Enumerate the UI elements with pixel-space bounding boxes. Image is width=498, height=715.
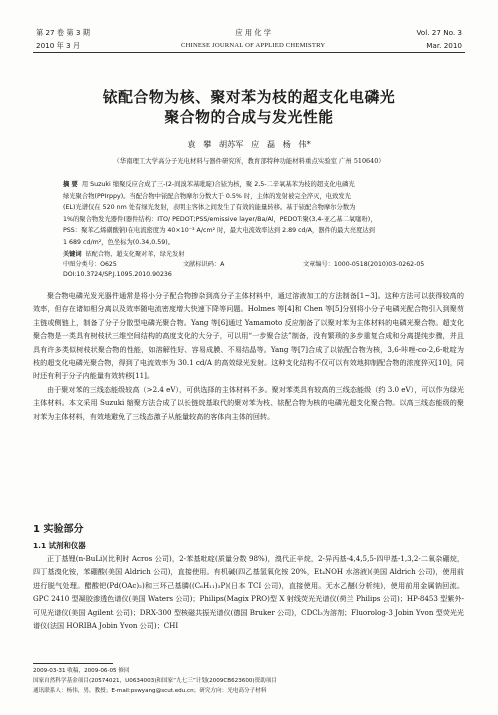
volume-issue: 第 27 卷 第 3 期 <box>36 28 90 37</box>
experimental-text <box>33 552 464 632</box>
abstract-line: 1 689 cd/m²，色坐标为(0.34,0.59)。 <box>63 238 175 246</box>
abstract-label: 摘 要 <box>63 181 78 188</box>
volume-issue-en: Vol. 27 No. 3 <box>416 28 462 37</box>
correspondence-note: 通讯联系人：杨伟，男，教授；E-mail:pswyang@scut.edu.cn；研究方向：光电高分子材料 <box>33 688 267 694</box>
journal-header-row2 <box>36 41 462 50</box>
subsection-heading-reagents: 1.1 试剂和仪器 <box>33 541 86 550</box>
header-divider <box>33 52 465 53</box>
issue-date: 2010 年 3 月 <box>36 41 81 50</box>
paper-title-line2: 聚合物的合成与发光性能 <box>164 109 334 126</box>
received-date: 2009-03-31 收稿，2009-06-05 修回 <box>33 668 130 674</box>
section-heading-experimental: 1 实验部分 <box>33 524 84 535</box>
reagents-paragraph: 正丁基锂(n-BuLi)(比利时 Acros 公司)，2-苯基吡啶(质量分数 98%)，溴代正辛烷，2-异丙基-4,4,5,5-四甲基-1,3,2-二氧杂硼烷，四丁基溴化铵，苯硼酸(美国 Aldrich 公司)，直接使用。有机碱(四乙基氢氧化铵 20%，Et₄NOH 水溶液)(美国 Aldrich 公司)，使用前进行脱气处理。醋酸钯(Pd(OAc)₂)和三环己基膦((C₆H₁₁)₃P)(日本 TCI 公司)，直接使用。无水乙醚(分析纯)，使用前用金属钠回流。GPC 2410 型凝胶渗透色谱仪(美国 Waters 公司)；Philips(Magix PRO)型 X 射线荧光光谱仪(荷兰 Philips 公司)；HP-8453 型紫外-可见光谱仪(美国 Agilent 公司)；DRX-300 型核磁共振光谱仪(德国 Bruker 公司)，CDCl₃为溶剂；Fluorolog-3 Jobin Yvon 型荧光光谱仪(法国 HORIBA Jobin Yvon 公司)；CHI <box>33 554 465 631</box>
abstract-line: 1%的聚合物发光器件(器件结构：ITO/ PEDOT;PSS/emissive layer/Ba/Al，PEDOT:聚(3,4-亚乙基二氧噻吩)， <box>63 215 377 223</box>
author-list: 袁 攀 胡苏军 应 磊 杨 伟* <box>187 139 311 149</box>
abstract-line: PSS：聚苯乙烯磺酸钠)在电流密度为 40×10⁻³ A/cm² 时，最大电流效率达到 2.89 cd/A，器件的最大亮度达到 <box>63 227 375 234</box>
introduction <box>33 289 464 423</box>
journal-name-en: CHINESE JOURNAL OF APPLIED CHEMISTRY <box>181 42 326 49</box>
document-code: 文献标识码：A <box>183 261 225 268</box>
journal-name-cn: 应 用 化 学 <box>235 28 271 37</box>
paper-title-line1: 铱配合物为核、聚对苯为枝的超支化电磷光 <box>102 89 396 106</box>
affiliation: （华南理工大学高分子光电材料与器件研究所，教育部特种功能材料重点实验室 广州 510640） <box>113 157 385 165</box>
article-number: 文章编号：1000-0518(2010)03-0262-05 <box>303 261 425 268</box>
intro-paragraph-1: 聚合物电磷光发光器件通常是将小分子配合物掺杂到高分子主体材料中，通过溶液加工的方法制备[1~3]。这种方法可以获得较高的效率，但存在诸如相分离以及效率随电流密度增大快速下降等问题。Holmes 等[4]和 Chen 等[5]分别将小分子电磷光配合物引入到聚芴主链或侧链上，制备了分子分散型电磷光聚合物。Yang 等[6]通过 Yamamoto 反应制备了以聚对苯为主体材料的电磷光聚合物。超支化聚合物是一类具有树枝状三维空间结构的高度支化的大分子，可以用“一步聚合法”制备，没有繁琐的多步重复合成和分离提纯步骤，并且具有许多类似树枝状聚合物的性能，如溶解性好、容易成膜、不易结晶等。Yang 等[7]合成了以铱配合物为核，3,6-咔唑-co-2,6-吡啶为枝的超支化电磷光聚合物，得到了电流效率为 30.1 cd/A 的高效绿光发射。这种支化结构不仅可以有效地抑制配合物的浓度猝灭[10]，同时还有利于分子内能量有效转移[11]。 <box>33 291 464 381</box>
footnotes <box>33 666 464 696</box>
doi: DOI:10.3724/SP.J.1095.2010.90236 <box>63 271 172 278</box>
intro-paragraph-2: 由于聚对苯的三线态能级较高（>2.4 eV），可供选择的主体材料不多。聚对苯类具有较高的三线态能级（约 3.0 eV），可以作为绿光主体材料。本文采用 Suzuki 缩聚方法合成了以长链烷基取代的聚对苯为枝、铱配合物为核的电磷光超支化聚合物。以高三线态能级的聚对苯为主体材料，有效地避免了三线态激子从能量较高的客体向主体的回转。 <box>33 384 464 421</box>
footnote-divider <box>33 663 113 664</box>
journal-header-row1 <box>36 28 462 37</box>
clc-number: 中图分类号：O625 <box>63 261 117 268</box>
funding-note: 国家自然科学基金项目(20574021，U0634003)和国家“九七三”计划(2009CB623600)资助项目 <box>33 678 277 684</box>
keywords-label: 关键词 <box>63 251 82 258</box>
issue-date-en: Mar. 2010 <box>426 41 462 50</box>
abstract-line: 摘 要 用 Suzuki 缩聚反应合成了三-(2-间溴苯基吡啶)合铱为核，聚 2,5-二辛氧基苯为枝的超支化电磷光 <box>63 181 355 188</box>
abstract-line: 绿光聚合物(PPIrppy)。当配合物中铱配合物摩尔分数大于 0.5% 时，主体的发射被完全淬灭，电致发光 <box>63 192 351 200</box>
keywords-block <box>63 250 434 280</box>
abstract-line: (EL)光谱仅在 520 nm 处有绿光发射，表明主客体之间发生了有效的能量转移。基于铱配合物摩尔分数为 <box>63 204 356 211</box>
keywords-text: 铱配合物，超支化聚对苯，绿光发射 <box>85 251 185 258</box>
abstract <box>63 179 434 248</box>
